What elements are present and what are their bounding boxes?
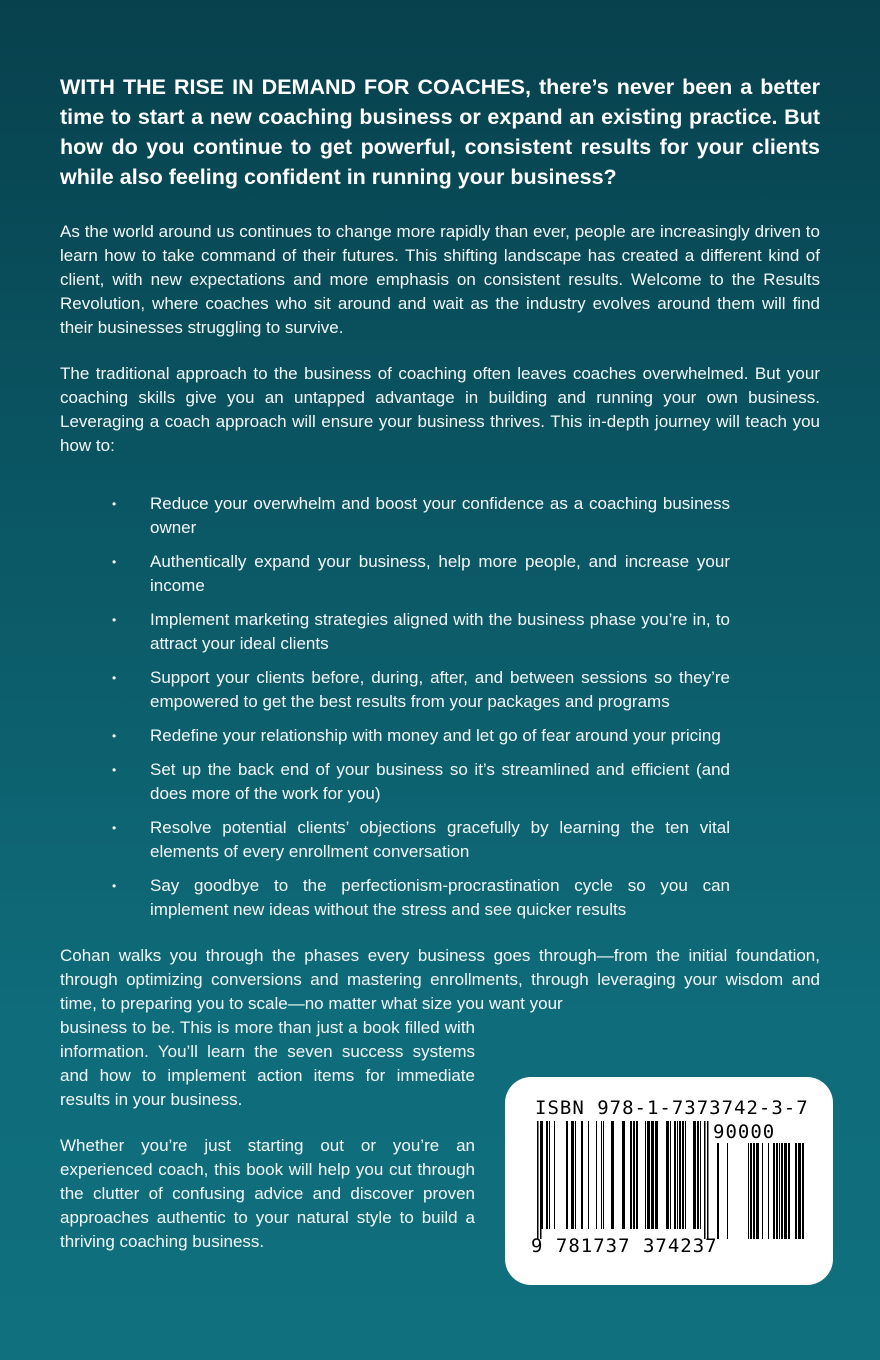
barcode-bar — [633, 1121, 635, 1229]
barcode-bar — [655, 1121, 658, 1229]
barcode-bar — [566, 1121, 568, 1229]
phases-paragraph-continued: business to be. This is more than just a book filled with information. You’ll learn the seven success systems and how to implement action items for immediate results in your business. — [60, 1018, 475, 1109]
lead-rest: there’s never been a better time to start a new coaching business or expand an existing practice. But how do you continue to get powerful, consistent results for your clients while also feeling confident in running your business? — [60, 75, 820, 189]
barcode-bar — [549, 1121, 550, 1229]
barcode-bar — [762, 1143, 763, 1239]
bullet-icon: • — [112, 497, 117, 511]
barcode-bar — [603, 1121, 604, 1229]
barcode-bar — [727, 1143, 728, 1239]
list-item — [60, 758, 730, 806]
barcode-bar — [647, 1121, 650, 1229]
barcode-bar — [697, 1121, 699, 1229]
list-item-text: Say goodbye to the perfectionism-procrastination cycle so you can implement new ideas without the stress and see quicker results — [150, 876, 730, 919]
ean-digits: 9 781737 374237 — [531, 1235, 718, 1257]
bullet-icon: • — [112, 613, 117, 627]
barcode-bar — [685, 1121, 686, 1229]
barcode-bar — [666, 1121, 669, 1229]
barcode-guard-bar — [540, 1121, 542, 1239]
lead-caps: WITH THE RISE IN DEMAND FOR COACHES, — [60, 75, 531, 99]
list-item — [60, 874, 730, 922]
barcode-bar — [581, 1121, 583, 1229]
list-item-text: Resolve potential clients’ objections gracefully by learning the ten vital elements of every enrollment conversation — [150, 818, 730, 861]
barcode-bar — [781, 1143, 783, 1239]
barcode-bar — [802, 1143, 804, 1239]
intro-paragraph: As the world around us continues to change more rapidly than ever, people are increasingly driven to learn how to take command of their futures. This shifting landscape has created a different kind of client, with new expectations and more emphasis on consistent results. Welcome to the Results Revolution, where coaches who sit around and wait as the industry evolves around them will find their businesses struggling to survive. — [60, 222, 820, 337]
bullet-icon: • — [112, 671, 117, 685]
barcode-bar — [779, 1143, 780, 1239]
price-code: 90000 — [713, 1121, 776, 1143]
list-item-text: Reduce your overwhelm and boost your confidence as a coaching business owner — [150, 494, 730, 537]
barcode-bar — [630, 1121, 632, 1229]
barcode-bar — [750, 1143, 752, 1239]
bullet-icon: • — [112, 555, 117, 569]
barcode-bar — [622, 1121, 625, 1229]
list-item — [60, 608, 730, 656]
list-item-text: Authentically expand your business, help more people, and increase your income — [150, 552, 730, 595]
barcode-bar — [611, 1121, 614, 1229]
lead-paragraph — [60, 72, 820, 192]
barcode-guard-bar — [537, 1121, 539, 1239]
list-item — [60, 816, 730, 864]
barcode-bar — [788, 1143, 790, 1239]
barcode-bar — [682, 1121, 684, 1229]
barcode-bar — [768, 1143, 769, 1239]
barcode-bars — [535, 1121, 805, 1239]
bullet-icon: • — [112, 763, 117, 777]
barcode-bar — [798, 1143, 801, 1239]
barcode-bar — [679, 1121, 681, 1229]
barcode-bar — [645, 1121, 646, 1229]
barcode-bar — [670, 1121, 671, 1229]
list-item-text: Support your clients before, during, after, and between sessions so they’re empowered to get the best results from your packages and programs — [150, 668, 730, 711]
barcode-bar — [753, 1143, 755, 1239]
list-item — [60, 724, 730, 748]
barcode-bar — [674, 1121, 676, 1229]
barcode-bar — [546, 1121, 548, 1229]
barcode-guard-bar — [704, 1121, 706, 1239]
closing-paragraph: Whether you’re just starting out or you’re an experienced coach, this book will help you cut through the clutter of confusing advice and discover proven approaches authentic to your natural style to build a thriving coaching business. — [60, 1136, 475, 1251]
bullet-icon: • — [112, 729, 117, 743]
list-item-text: Redefine your relationship with money and let go of fear around your pricing — [150, 726, 721, 745]
barcode-bar — [784, 1143, 787, 1239]
bullet-icon: • — [112, 879, 117, 893]
barcode-bar — [700, 1121, 701, 1229]
barcode-bar — [588, 1121, 589, 1229]
list-item — [60, 550, 730, 598]
isbn-label: ISBN 978-1-7373742-3-7 — [535, 1097, 809, 1119]
barcode-bar — [596, 1121, 597, 1229]
barcode-bar — [651, 1121, 654, 1229]
barcode-bar — [795, 1143, 797, 1239]
barcode-bar — [748, 1143, 749, 1239]
barcode-bar — [554, 1121, 555, 1229]
approach-paragraph: The traditional approach to the business of coaching often leaves coaches overwhelmed. But your coaching skills give you an untapped advantage in building and running your own business. Leveraging a coach approach will ensure your business thrives. This in-depth journey will teach you how to: — [60, 364, 820, 455]
list-item — [60, 492, 730, 540]
barcode-bar — [571, 1121, 574, 1229]
barcode-bar — [773, 1143, 775, 1239]
barcode-bar — [717, 1143, 719, 1239]
barcode-bar — [575, 1121, 576, 1229]
barcode-bar — [776, 1143, 778, 1239]
phases-paragraph: Cohan walks you through the phases every business goes through—from the initial foundation, through optimizing conversions and mastering enrollments, through leveraging your wisdom and time, to preparing you to scale—no matter what size you want your — [60, 946, 820, 1013]
list-item — [60, 666, 730, 714]
barcode-guard-bar — [707, 1121, 709, 1239]
barcode-bar — [677, 1121, 678, 1229]
barcode-bar — [693, 1121, 696, 1229]
benefits-list — [60, 492, 820, 922]
isbn-barcode — [505, 1077, 833, 1285]
barcode-bar — [601, 1121, 602, 1229]
list-item-text: Implement marketing strategies aligned with the business phase you’re in, to attract your ideal clients — [150, 610, 730, 653]
list-item-text: Set up the back end of your business so it’s streamlined and efficient (and does more of the work for you) — [150, 760, 730, 803]
bullet-icon: • — [112, 821, 117, 835]
barcode-bar — [636, 1121, 638, 1229]
barcode-bar — [756, 1143, 759, 1239]
